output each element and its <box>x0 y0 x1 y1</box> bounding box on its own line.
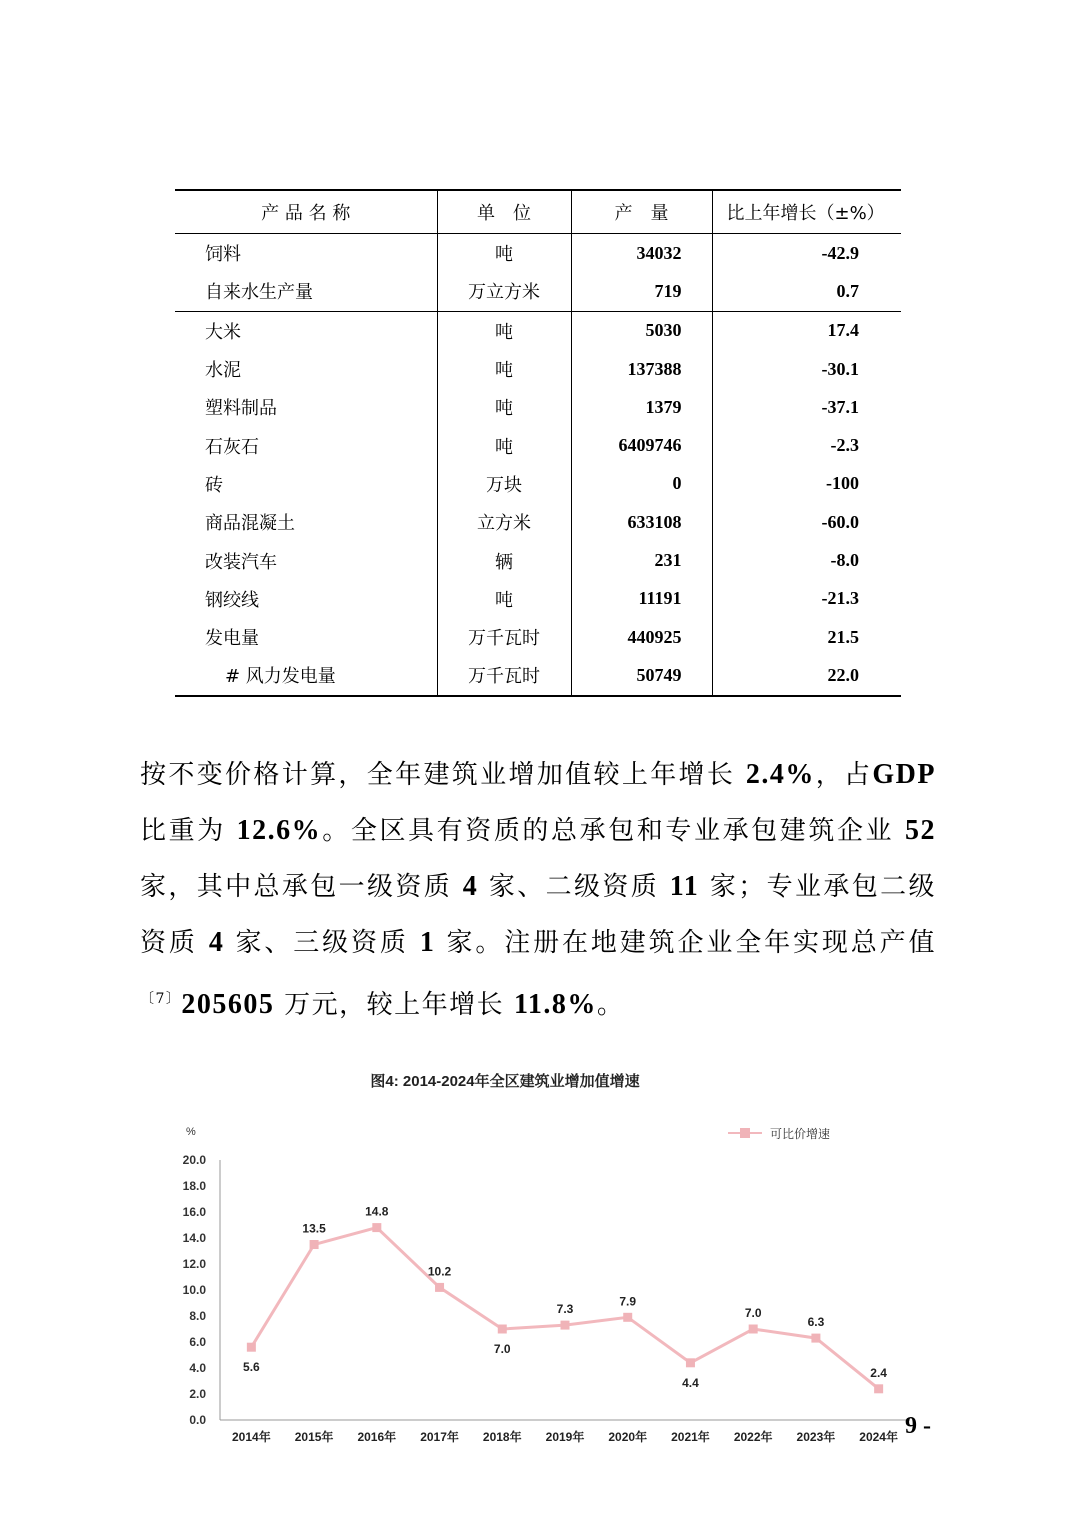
x-tick-label: 2023年 <box>796 1430 836 1444</box>
y-tick-label: 20.0 <box>182 1153 206 1167</box>
x-tick-label: 2015年 <box>294 1430 334 1444</box>
unit-cell: 万立方米 <box>437 272 571 311</box>
x-tick-label: 2020年 <box>608 1430 648 1444</box>
x-tick-label: 2022年 <box>733 1430 773 1444</box>
header-change: 比上年增长（±%） <box>712 190 901 234</box>
change-cell: -8.0 <box>712 541 901 579</box>
y-tick-label: 10.0 <box>182 1283 206 1297</box>
product-name-cell: 石灰石 <box>205 436 259 458</box>
y-axis <box>183 1153 220 1427</box>
para-text: 家；专业承包二级资质 <box>140 872 937 958</box>
para-value: 11 <box>669 871 700 902</box>
table-row <box>175 465 901 503</box>
data-label: 10.2 <box>427 1264 452 1279</box>
para-value: 11.8% <box>513 989 597 1020</box>
unit-cell: 吨 <box>437 580 571 618</box>
y-tick-label: 14.0 <box>182 1231 206 1245</box>
data-point <box>310 1240 319 1249</box>
unit-cell: 立方米 <box>437 503 571 541</box>
para-text: 按不变价格计算，全年建筑业增加值较上年增长 <box>140 760 746 790</box>
table-row <box>175 426 901 464</box>
output-cell: 6409746 <box>571 426 712 464</box>
change-cell: -21.3 <box>712 580 901 618</box>
para-value: 4 <box>208 927 225 958</box>
change-cell: 17.4 <box>712 311 901 350</box>
data-point <box>247 1343 256 1352</box>
output-cell: 34032 <box>571 234 712 273</box>
unit-cell: 吨 <box>437 388 571 426</box>
output-cell: 440925 <box>571 618 712 656</box>
para-value: 205605 <box>181 989 275 1020</box>
product-name-cell: 自来水生产量 <box>175 272 437 311</box>
change-cell: -60.0 <box>712 503 901 541</box>
unit-cell: 万千瓦时 <box>437 656 571 695</box>
output-cell: 50749 <box>571 656 712 695</box>
chart-title: 图4: 2014-2024年全区建筑业增加值增速 <box>370 1073 640 1090</box>
output-cell: 633108 <box>571 503 712 541</box>
y-tick-label: 6.0 <box>189 1335 206 1349</box>
series-line <box>243 1205 887 1394</box>
table-row <box>175 350 901 388</box>
table-row <box>175 234 901 273</box>
change-cell: -37.1 <box>712 388 901 426</box>
table-row <box>175 656 901 695</box>
data-label: 6.3 <box>807 1315 825 1330</box>
unit-cell: 吨 <box>437 234 571 273</box>
change-cell: -2.3 <box>712 426 901 464</box>
unit-cell: 万千瓦时 <box>437 618 571 656</box>
unit-cell: 辆 <box>437 541 571 579</box>
product-name-cell: # 风力发电量 <box>225 666 336 688</box>
construction-growth-chart <box>150 1058 940 1458</box>
product-name-cell: 砖 <box>205 474 223 496</box>
para-value: GDP <box>872 759 936 790</box>
data-label: 2.4 <box>870 1365 887 1380</box>
data-label: 4.4 <box>682 1375 699 1390</box>
y-tick-label: 8.0 <box>189 1309 206 1323</box>
product-name-cell: 发电量 <box>205 628 259 650</box>
y-tick-label: 18.0 <box>182 1179 206 1193</box>
product-name-cell: 大米 <box>205 321 241 343</box>
unit-cell: 万块 <box>437 465 571 503</box>
unit-cell: 吨 <box>437 350 571 388</box>
x-tick-label: 2014年 <box>232 1430 271 1444</box>
product-name-cell: 商品混凝土 <box>205 513 295 535</box>
data-point <box>372 1223 381 1232</box>
product-output-table <box>175 189 901 697</box>
output-cell: 231 <box>571 541 712 579</box>
table-header-row <box>175 190 901 234</box>
change-cell: 0.7 <box>712 272 901 311</box>
table-row <box>175 541 901 579</box>
header-output: 产 量 <box>571 190 712 234</box>
construction-paragraph <box>140 747 936 1033</box>
data-point <box>435 1283 444 1292</box>
para-value: 12.6% <box>236 815 322 846</box>
para-text: 家。注册在地建筑企业全年实现总产值 <box>435 928 937 958</box>
change-cell: -100 <box>712 465 901 503</box>
para-text: 家，其中总承包一级资质 <box>140 872 463 902</box>
data-point <box>498 1325 507 1334</box>
x-tick-label: 2018年 <box>482 1430 522 1444</box>
y-axis-unit: % <box>186 1126 196 1138</box>
unit-cell: 吨 <box>437 426 571 464</box>
output-cell: 0 <box>571 465 712 503</box>
data-label: 7.0 <box>744 1306 762 1320</box>
y-tick-label: 2.0 <box>189 1387 206 1401</box>
data-point <box>686 1358 695 1367</box>
footnote-ref[interactable]: 〔7〕 <box>140 991 182 1007</box>
para-value: 1 <box>419 927 436 958</box>
data-label: 14.8 <box>365 1204 389 1219</box>
output-cell: 719 <box>571 272 712 311</box>
x-axis <box>220 1420 910 1444</box>
x-tick-label: 2017年 <box>420 1430 459 1444</box>
data-point <box>749 1325 758 1334</box>
table-row <box>175 311 901 350</box>
data-label: 7.3 <box>556 1302 574 1317</box>
para-value: 52 <box>905 815 937 846</box>
product-name-cell: 改装汽车 <box>205 551 277 573</box>
data-label: 7.0 <box>493 1342 511 1356</box>
data-point <box>561 1321 570 1330</box>
y-tick-label: 16.0 <box>182 1205 206 1219</box>
table-row <box>175 580 901 618</box>
para-value: 2.4% <box>745 759 815 790</box>
page-number: 9 - <box>905 1413 931 1439</box>
change-cell: -30.1 <box>712 350 901 388</box>
para-text: 比重为 <box>140 816 237 846</box>
legend-label: 可比价增速 <box>770 1127 831 1141</box>
para-text: 家、三级资质 <box>224 928 420 958</box>
y-tick-label: 12.0 <box>182 1257 206 1271</box>
para-text: 。 <box>596 990 625 1020</box>
data-label: 7.9 <box>619 1294 637 1309</box>
y-tick-label: 0.0 <box>189 1413 206 1427</box>
para-text: 万元，较上年增长 <box>274 990 514 1020</box>
change-cell: 22.0 <box>712 656 901 695</box>
product-name-cell: 钢绞线 <box>205 589 259 611</box>
chart-legend <box>728 1126 830 1141</box>
data-point <box>811 1334 820 1343</box>
x-tick-label: 2021年 <box>671 1430 710 1444</box>
output-cell: 5030 <box>571 311 712 350</box>
table-row <box>175 618 901 656</box>
table-row <box>175 272 901 311</box>
product-name-cell: 塑料制品 <box>205 398 277 420</box>
para-text: 家、二级资质 <box>478 872 670 902</box>
x-tick-label: 2024年 <box>859 1430 898 1444</box>
output-cell: 11191 <box>571 580 712 618</box>
unit-cell: 吨 <box>437 311 571 350</box>
header-product-name: 产 品 名 称 <box>175 190 437 234</box>
data-point <box>874 1384 883 1393</box>
header-unit: 单 位 <box>437 190 571 234</box>
para-text: ，占 <box>814 760 873 790</box>
change-cell: 21.5 <box>712 618 901 656</box>
x-tick-label: 2019年 <box>545 1430 585 1444</box>
product-name-cell: 水泥 <box>205 360 241 382</box>
product-name-cell: 饲料 <box>205 244 241 266</box>
data-label: 13.5 <box>302 1221 326 1236</box>
y-tick-label: 4.0 <box>189 1361 206 1375</box>
data-point <box>623 1313 632 1322</box>
table-row <box>175 503 901 541</box>
para-value: 4 <box>462 871 479 902</box>
data-label: 5.6 <box>243 1360 260 1375</box>
output-cell: 137388 <box>571 350 712 388</box>
output-cell: 1379 <box>571 388 712 426</box>
para-text: 。全区具有资质的总承包和专业承包建筑企业 <box>321 816 906 846</box>
change-cell: -42.9 <box>712 234 901 273</box>
table-row <box>175 388 901 426</box>
legend-marker <box>740 1128 750 1138</box>
x-tick-label: 2016年 <box>357 1430 397 1444</box>
